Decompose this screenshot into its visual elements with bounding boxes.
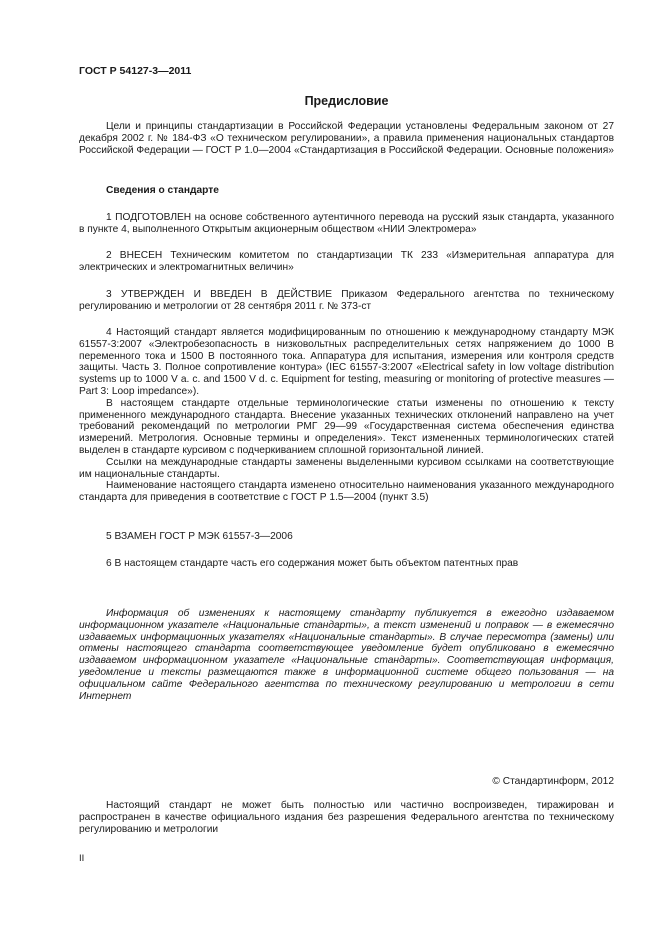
item-4-deviations-paragraph: В настоящем стандарте отдельные терминологические статьи изменены по отношению к тексту примененного международного стандарта. Внесение указанных технических отклонений направлено на учет требований рекомендаций по метрологии РМГ 29—99 «Государственная система обеспечения единства измерений. Метрология. Основные термины и определения». Текст измененных терминологических статей выделен в стандарте курсивом с подчеркиванием сплошной горизонтальной линией.: [79, 397, 614, 456]
item-5-block: [79, 531, 614, 543]
item-4-references-paragraph: Ссылки на международные стандарты заменены выделенными курсивом ссылками на соответствующие им национальные стандарты.: [79, 456, 614, 480]
item-1-paragraph: 1 ПОДГОТОВЛЕН на основе собственного аутентичного перевода на русский язык стандарта, указанного в пункте 4, выполненного Открытым акционерным обществом «НИИ Электромера»: [79, 212, 614, 235]
item-3-block: [79, 289, 614, 313]
item-6-paragraph: 6 В настоящем стандарте часть его содержания может быть объектом патентных прав: [106, 558, 519, 569]
item-3-paragraph: 3 УТВЕРЖДЕН И ВВЕДЕН В ДЕЙСТВИЕ Приказом Федерального агентства по техническому регулированию и метрологии от 28 сентября 2011 г. № 373-ст: [79, 289, 614, 312]
item-4-block: [79, 327, 614, 504]
item-6-block: [79, 558, 614, 570]
item-2-paragraph: 2 ВНЕСЕН Техническим комитетом по стандартизации ТК 233 «Измерительная аппаратура для электрических и электромагнитных величин»: [79, 250, 614, 273]
item-4-paragraph: 4 Настоящий стандарт является модифицированным по отношению к международному стандарту МЭК 61557-3:2007 «Электробезопасность в низковольтных распределительных сетях напряжением до 1000 В переменного тока и 1500 В постоянного тока. Аппаратура для испытания, измерения или контроля средств защиты. Часть 3. Полное сопротивление контура» (IEC 61557-3:2007 «Electrical safety in low voltage distribution systems up to 1000 V a. c. and 1500 V d. c. Equipment for testing, measuring or monitoring of protective measures — Part 3: Loop impedance»).: [79, 327, 614, 397]
page-number: II: [79, 853, 85, 864]
section-heading: Сведения о стандарте: [106, 185, 219, 196]
standard-code-header: ГОСТ Р 54127-3—2011: [79, 65, 192, 77]
page-title: Предисловие: [304, 94, 389, 108]
rights-paragraph: Настоящий стандарт не может быть полностью или частично воспроизведен, тиражирован и распространен в качестве официального издания без разрешения Федерального агентства по техническому регулированию и метрологии: [79, 800, 614, 835]
item-1-block: [79, 212, 614, 236]
rights-block: [79, 800, 614, 835]
copyright-line: © Стандартинформ, 2012: [492, 776, 614, 787]
intro-paragraph: Цели и принципы стандартизации в Российской Федерации установлены Федеральным законом от 27 декабря 2002 г. № 184-ФЗ «О техническом регулировании», а правила применения национальных стандартов Российской Федерации — ГОСТ Р 1.0—2004 «Стандартизация в Российской Федерации. Основные положения»: [79, 121, 614, 156]
intro-block: [79, 121, 614, 156]
item-5-paragraph: 5 ВЗАМЕН ГОСТ Р МЭК 61557-3—2006: [106, 531, 293, 542]
item-2-block: [79, 250, 614, 274]
notice-block: [79, 608, 614, 702]
item-4-title-paragraph: Наименование настоящего стандарта изменено относительно наименования указанного международного стандарта для приведения в соответствие с ГОСТ Р 1.5—2004 (пункт 3.5): [79, 480, 614, 504]
notice-paragraph: Информация об изменениях к настоящему стандарту публикуется в ежегодно издаваемом информационном указателе «Национальные стандарты», а текст изменений и поправок — в ежемесячно издаваемых информационных указателях «Национальные стандарты». В случае пересмотра (замены) или отмены настоящего стандарта соответствующее уведомление будет опубликовано в ежемесячно издаваемом информационном указателе «Национальные стандарты». Соответствующая информация, уведомление и тексты размещаются также в информационной системе общего пользования — на официальном сайте Федерального агентства по техническому регулированию и метрологии в сети Интернет: [79, 608, 614, 702]
